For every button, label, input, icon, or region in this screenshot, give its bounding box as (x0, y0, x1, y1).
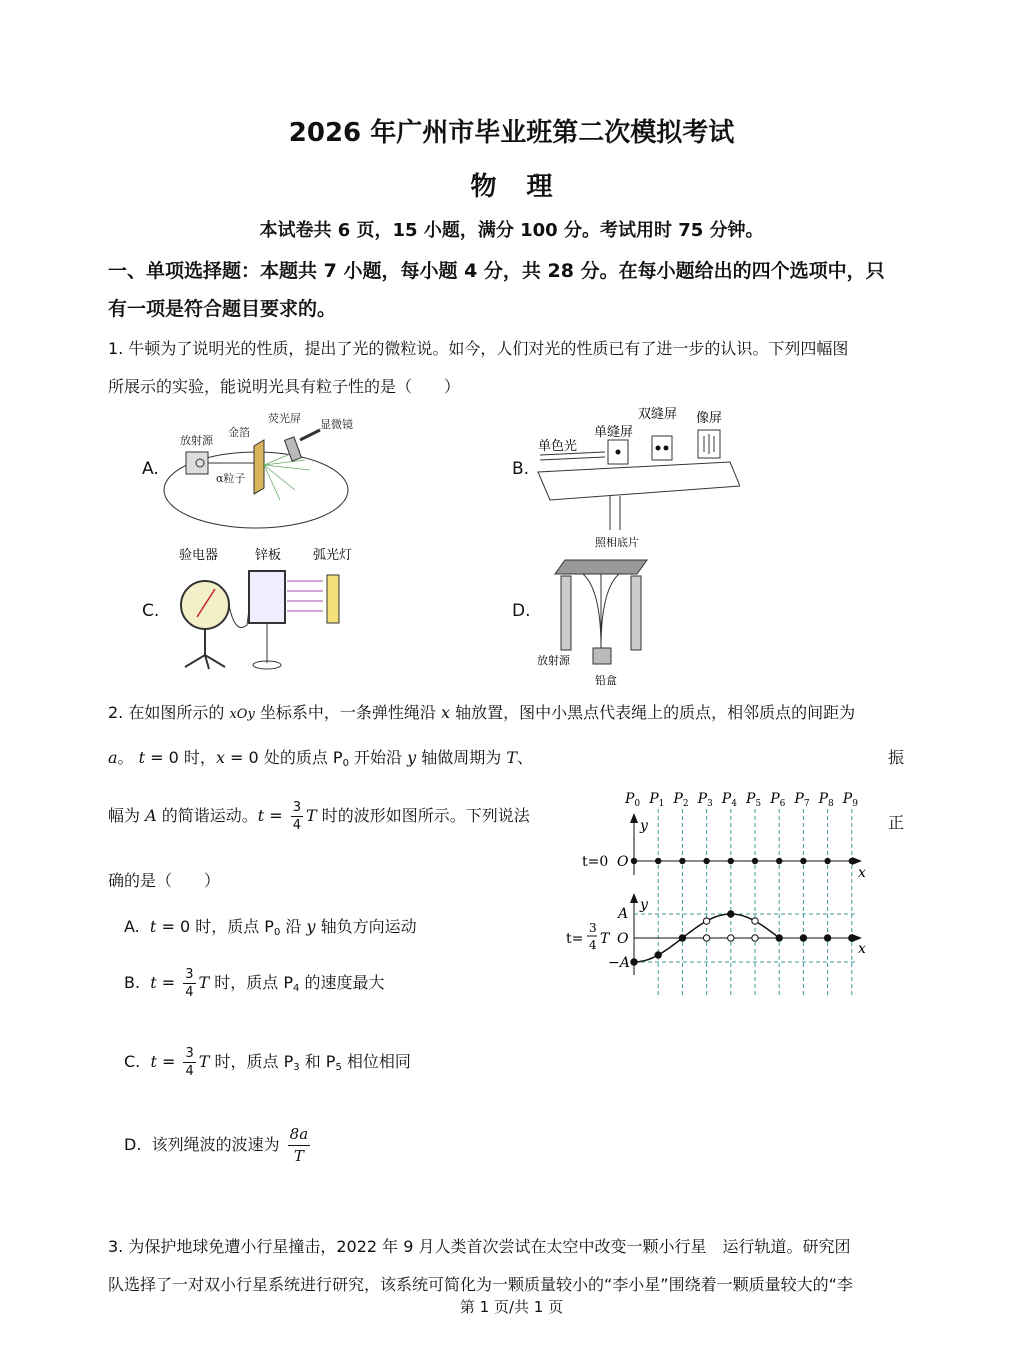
label-lead-box: 铅盒 (595, 674, 617, 687)
photo-film (555, 560, 647, 574)
label-monochromatic: 单色光 (538, 439, 578, 454)
var-t: t (257, 806, 265, 825)
label: B. (124, 973, 141, 992)
particle-t0-P9 (849, 858, 855, 864)
var-a: a (108, 748, 118, 767)
text: = 0 处的质点 P (224, 748, 343, 767)
label-foil: 金箔 (228, 426, 250, 439)
zinc-plate (249, 571, 285, 623)
label-image-screen: 像屏 (696, 411, 723, 426)
text: 时，质点 P (209, 1052, 294, 1071)
label-alpha: α粒子 (216, 472, 246, 485)
sub: 5 (335, 1062, 342, 1073)
var-y: y (407, 748, 417, 767)
dashed-gridlines (658, 809, 852, 995)
y-label-t34: y (640, 897, 648, 913)
point-label-P0: $P_0$ (625, 791, 641, 809)
q3-stem-line2: 队选择了一对双小行星系统进行研究，该系统可简化为一颗质量较小的“李小星”围绕着一颗质量较大的“李 (108, 1275, 853, 1294)
text: 的速度最大 (299, 973, 385, 992)
particle-t0-P0 (631, 858, 637, 864)
sub: 3 (293, 1062, 300, 1073)
particle-t34-P0 (631, 959, 637, 965)
num: 3 (292, 800, 302, 815)
text: = 0 时， (145, 748, 216, 767)
particle-t34-P3 (703, 918, 709, 924)
var-x: x (215, 748, 225, 767)
particle-t0-P2 (679, 858, 685, 864)
text: = (156, 973, 181, 992)
text: 开始沿 (348, 748, 408, 767)
microscope (285, 437, 302, 461)
label: A. (124, 917, 140, 936)
var-T: T (306, 806, 317, 825)
q1-option-b-label: B. (512, 459, 530, 479)
x-label-t0: x (858, 865, 866, 881)
text: 的简谐运动。 (156, 806, 258, 825)
text: 2. 在如图所示的 (108, 703, 230, 722)
text: = 0 时，质点 P (156, 917, 274, 936)
particle-t0-P3 (703, 858, 709, 864)
fraction (183, 1045, 195, 1080)
neg-amplitude-label: −A (608, 955, 630, 971)
var-y: y (306, 917, 316, 936)
origin-label-t34: O (617, 931, 629, 947)
t0-label: t=0 (582, 854, 609, 870)
text: 幅为 (108, 806, 146, 825)
t34-T: T (600, 931, 610, 947)
point-label-P8: $P_8$ (818, 791, 834, 809)
gold-foil (254, 440, 264, 494)
amplitude-label: A (618, 906, 629, 922)
particle-t0-P5 (752, 858, 758, 864)
text: 、 (517, 748, 534, 767)
point-labels (624, 791, 858, 809)
figure-photoelectric (165, 545, 365, 675)
origin-label-t0: O (617, 854, 629, 870)
point-label-P7: $P_7$ (794, 791, 810, 809)
point-label-P4: $P_4$ (721, 791, 737, 809)
sub: 4 (293, 983, 300, 994)
slit-dot (616, 450, 621, 455)
q3-stem-line1: 3. 为保护地球免遭小行星撞击，2022 年 9 月人类首次尝试在太空中改变一颗小行星 运行轨道。研究团 (108, 1237, 851, 1256)
var-t: t (150, 1052, 157, 1071)
slit-dot-1 (656, 446, 661, 451)
label-arc-lamp: 弧光灯 (313, 548, 353, 563)
figure-alpha-scattering (160, 410, 360, 540)
q1-option-c-label: C. (142, 601, 160, 621)
fraction (183, 966, 195, 1001)
t34-den: 4 (589, 938, 597, 952)
var-T: T (198, 1052, 210, 1071)
exam-info: 本试卷共 6 页，15 小题，满分 100 分。考试用时 75 分钟。 (259, 220, 764, 241)
fraction (291, 799, 303, 834)
text: 轴负方向运动 (315, 917, 417, 936)
text: 相位相同 (341, 1052, 411, 1071)
y-arrow (630, 813, 638, 823)
exam-title: 2026 年广州市毕业班第二次模拟考试 (288, 118, 735, 148)
subject-title: 物理 (470, 172, 583, 202)
label-single-slit: 单缝屏 (594, 425, 634, 440)
figure-double-slit (530, 400, 740, 535)
den: T (293, 1147, 304, 1165)
text: 。 (117, 748, 139, 767)
arc-lamp (327, 575, 339, 623)
var-A: A (145, 806, 157, 825)
lead-box (593, 648, 611, 664)
text: 轴放置，图中小黑点代表绳上的质点，相邻质点的间距为 (450, 703, 856, 722)
point-label-P6: $P_6$ (770, 791, 786, 809)
den: 4 (185, 1064, 194, 1079)
den: 4 (292, 818, 302, 833)
particle-t34-P2 (679, 935, 685, 941)
page-footer: 第 1 页/共 1 页 (459, 1298, 564, 1316)
q1-option-a-label: A. (142, 459, 159, 479)
q2-stem-line2 (108, 745, 533, 769)
label-zinc-plate: 锌板 (255, 548, 282, 563)
label-source: 放射源 (537, 654, 570, 667)
point-label-P3: $P_3$ (697, 791, 713, 809)
text: 该列绳波的波速为 (151, 1135, 285, 1154)
num: 3 (185, 1046, 194, 1061)
t34-num: 3 (589, 921, 597, 935)
particle-t0-P4 (728, 858, 734, 864)
particle-t34-P9 (849, 935, 855, 941)
sub: 0 (273, 927, 281, 938)
q1-stem-cont: 所展示的实验，能说明光具有粒子性的是（ ） (108, 377, 461, 396)
plate-left (561, 576, 571, 650)
point-label-P2: $P_2$ (673, 791, 689, 809)
radiation-source-box (186, 452, 208, 474)
q1-option-d-label: D. (512, 601, 531, 621)
label: D. (124, 1135, 142, 1154)
label-microscope: 显微镜 (320, 418, 353, 431)
double-slit-screen (652, 436, 672, 460)
q2-wrap-right-2: 正 (888, 813, 905, 832)
den: 4 (185, 985, 194, 1000)
plate-right (631, 576, 641, 650)
fraction (288, 1124, 311, 1167)
microscope-tube (300, 430, 320, 440)
particle-t34-P5 (752, 918, 758, 924)
particle-t0-P8 (824, 858, 830, 864)
var-t: t (150, 973, 157, 992)
q2-stem-line1 (108, 700, 855, 723)
particle-t34-P8 (824, 935, 830, 941)
section-heading-cont: 有一项是符合题目要求的。 (108, 298, 337, 320)
label-screen: 荧光屏 (268, 412, 301, 425)
text: = (156, 1052, 181, 1071)
var-T: T (506, 748, 518, 767)
point-label-P9: $P_9$ (842, 791, 858, 809)
num: 3 (185, 967, 194, 982)
var-x: x (440, 703, 451, 722)
particle-t0-P1 (655, 858, 661, 864)
var-t: t (149, 917, 157, 936)
var-t: t (138, 748, 146, 767)
q2-stem-line3 (108, 799, 530, 834)
figure-radioactive-deflection (535, 530, 665, 690)
particle-t34-P7 (800, 935, 806, 941)
q2-option-c (124, 1045, 411, 1080)
wire (229, 595, 251, 628)
point-label-P5: $P_5$ (746, 791, 762, 809)
light-arrows (287, 581, 323, 611)
label-double-slit: 双缝屏 (638, 407, 678, 422)
num: 8a (288, 1124, 311, 1146)
particle-tracks (583, 574, 619, 648)
text: 时的波形如图所示。下列说法 (316, 806, 530, 825)
q2-option-b (124, 966, 385, 1001)
particle-t34-P4 (728, 911, 734, 917)
q2-wrap-right-1: 振 (888, 748, 905, 767)
text: 轴做周期为 (416, 748, 507, 767)
section-heading: 一、单项选择题：本题共 7 小题，每小题 4 分，共 28 分。在每小题给出的四个选项中，只 (108, 260, 885, 282)
point-label-P1: $P_1$ (649, 791, 665, 809)
label-electroscope: 验电器 (179, 548, 219, 563)
t34-prefix: t= (566, 931, 584, 947)
label: C. (124, 1052, 141, 1071)
equilibrium-marker-P4 (728, 935, 734, 941)
slit-dot-2 (664, 446, 669, 451)
q2-option-d (124, 1124, 313, 1167)
particle-t34-P6 (776, 935, 782, 941)
particle-t0-P7 (800, 858, 806, 864)
particle-t0-P6 (776, 858, 782, 864)
text: 和 P (299, 1052, 336, 1071)
q2-stem-line4: 确的是（ ） (108, 871, 221, 890)
text: 坐标系中，一条弹性绳沿 (254, 703, 441, 722)
x-label-t34: x (858, 941, 866, 957)
particle-t34-P1 (655, 952, 661, 958)
table-top (538, 462, 740, 500)
figure-wave (560, 785, 880, 1000)
equilibrium-marker-P5 (752, 935, 758, 941)
y-arrow-2 (630, 893, 638, 903)
xoy: xOy (229, 707, 255, 722)
label-source: 放射源 (180, 434, 213, 447)
equilibrium-marker-P3 (703, 935, 709, 941)
text: 时，质点 P (209, 973, 294, 992)
q1-stem: 1. 牛顿为了说明光的性质，提出了光的微粒说。如今，人们对光的性质已有了进一步的认识。下列四幅图 (108, 339, 849, 358)
tripod (185, 655, 225, 669)
q2-option-a (124, 914, 417, 938)
text: = (264, 806, 288, 825)
label-film: 照相底片 (595, 536, 639, 549)
var-T: T (198, 973, 210, 992)
sub: 0 (342, 758, 349, 769)
y-label-t0: y (640, 818, 648, 834)
text: 沿 (280, 917, 307, 936)
